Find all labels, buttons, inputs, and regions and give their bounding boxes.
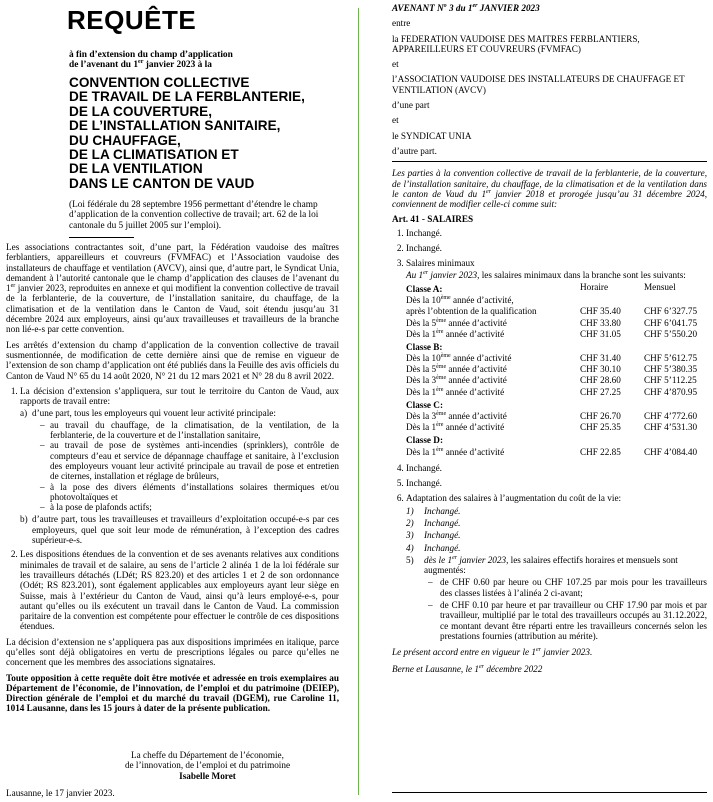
request-body: [6, 242, 339, 719]
table-cell: Dès la 3ème année d’activité: [406, 410, 507, 421]
list-item: 2. Les dispositions étendues de la convention et de ses avenants relatives aux conditions minimales de travail et de salaire, au sens de l’article 2 alinéa 1 de la loi fédérale sur les travailleurs détachés (LDét; RS 823.20) et des articles 1 et 2 de son ordonnance (Odét; RS 823.201), sont également applicables aux employeurs ayant leur siège en Suisse, mais à l’extérieur du Canton de Vaud, ainsi qu’à leurs employé-e-s, pour autant qu’elles ou ils exécutent un travail dans le Canton de Vaud. La commission paritaire de la convention est compétente pour effectuer le contrôle de ces dispositions étendues.: [20, 549, 339, 631]
left-column: [6, 6, 339, 798]
table-cell: CHF 26.70: [580, 411, 621, 421]
paragraph-italic-exclusion: La décision d’extension ne s’appliquera pas aux dispositions imprimées en italique, parce qu’elles sont déjà obligatoires en vertu de prescriptions légales ou parce qu’elles ne concernent que les membres des associations signataires.: [6, 636, 339, 668]
table-cell: Dès la 1ère année d’activité: [406, 422, 505, 433]
table-cell: CHF 5’112.25: [644, 375, 697, 386]
convention-title: CONVENTION COLLECTIVE DE TRAVAIL DE LA FERBLANTERIE, DE LA COUVERTURE, DE L’INSTALLATION SANITAIRE, DU CHAUFFAGE, DE LA CLIMATISATION ET DE LA VENTILATION DANS LE CANTON DE VAUD: [69, 75, 305, 191]
table-cell: CHF 5’550.20: [644, 328, 698, 339]
table-cell: CHF 5’612.75: [644, 353, 698, 364]
list-item: 1) Inchangé.: [406, 505, 461, 516]
table-cell: CHF 25.35: [580, 422, 621, 433]
table-row: [406, 295, 706, 306]
legal-basis-note: (Loi fédérale du 28 septembre 1956 permettant d’étendre le champ d’application de la convention collective de travail; art. 62 de la loi cantonale du 5 juillet 2005 sur l’emploi).: [69, 200, 319, 231]
table-cell: CHF 6’041.75: [644, 317, 698, 328]
list-item: – à la pose des divers éléments d’installations solaires thermiques et/ou photovoltaïques et: [40, 482, 339, 503]
class-label: Classe D:: [406, 435, 444, 446]
table-cell: CHF 22.85: [580, 446, 621, 457]
table-row: [406, 422, 706, 433]
table-cell: CHF 31.05: [580, 328, 621, 339]
article-title: Art. 41 - SALAIRES: [392, 214, 474, 225]
party-unia: le SYNDICAT UNIA: [392, 130, 472, 141]
list-item: a) d’une part, tous les employeurs qui vouent leur activité principale: – au travail du chauffage, de la climatisation, de la ventilation, de la ferblanterie, de la couverture et de l’installation sanitaire, – au travail de pose de systèmes anti-incendies (sprinklers), contrôle de compteurs d’eau et service de dépannage chauffage et sanitaire, à l’exclusion des employeurs vouant leur activité principale au travail de pose et entretien de citernes, installation et réglage de brûleurs, – à la pose des divers éléments d’installations solaires thermiques et/ou photovoltaïques et – à la pose de plafonds actifs;: [20, 408, 339, 512]
table-cell: CHF 4’084.40: [644, 446, 698, 457]
table-cell: Dès la 10ème année d’activité: [406, 353, 512, 364]
list-item: 1. Inchangé.: [406, 228, 707, 238]
salary-intro: Au 1er janvier 2023, les salaires minimaux dans la branche sont les suivants:: [406, 269, 686, 280]
amendment-title: AVENANT $N^o$ 3 du 1er JANVIER 2023: [392, 2, 540, 13]
list-item: 2. Inchangé.: [406, 243, 707, 253]
table-cell: Dès la 1ère année d’activité: [406, 328, 505, 339]
list-item: – de CHF 0.60 par heure ou CHF 107.25 par mois pour les travailleurs des classes listées à l’alinéa 2 ci-avant;: [428, 577, 707, 598]
table-cell: Dès la 1ère année d’activité: [406, 386, 505, 397]
table-cell: Dès la 5ème année d’activité: [406, 317, 507, 328]
table-cell: [580, 295, 644, 306]
table-row: [406, 411, 706, 422]
table-row: [406, 340, 706, 353]
table-row: [406, 447, 706, 458]
table-row: [406, 318, 706, 329]
table-cell: Dès la 3ème année d’activité: [406, 375, 507, 386]
table-cell: Dès la 1ère année d’activité: [406, 446, 505, 457]
list-item: – à la pose de plafonds actifs;: [40, 502, 339, 512]
table-cell: CHF 27.25: [580, 386, 621, 397]
preamble: Les parties à la convention collective de travail de la ferblanterie, de la couverture, de l’installation sanitaire, du chauffage, de la climatisation et de la ventilation dans le canton de Vaud du 1er janvier 2018 et prorogée jusqu’au 31 décembre 2024, conviennent de modifier celle-ci comme suit:: [392, 168, 707, 210]
column-header-horaire: Horaire: [580, 281, 609, 292]
table-cell: CHF 33.80: [580, 317, 621, 328]
signature-block: La cheffe du Département de l’économie, de l’innovation, de l’emploi et du patrimoine Isabelle Moret: [6, 750, 339, 781]
salary-table: [406, 282, 706, 458]
table-row: [406, 364, 706, 375]
table-cell: CHF 4’772.60: [644, 411, 698, 421]
list-item: – au travail de pose de systèmes anti-incendies (sprinklers), contrôle de compteurs d’eau et service de dépannage chauffage et sanitaire, à l’exclusion des employeurs vouant leur activité principale au travail de pose et entretien de citernes, installation et réglage de brûleurs,: [40, 440, 339, 481]
request-subtitle: à fin d’extension du champ d’application de l’avenant du 1er janvier 2023 à la: [69, 50, 233, 71]
divider: [392, 792, 707, 793]
table-cell: CHF 5’380.35: [644, 364, 698, 375]
table-cell: CHF 35.40: [580, 306, 621, 317]
divider: [69, 237, 134, 238]
table-cell: après l’obtention de la qualification: [406, 306, 537, 317]
party-fvmfac: la FEDERATION VAUDOISE DES MAITRES FERBLANTIERS, APPAREILLEURS ET COUVREURS (FVMFAC): [392, 33, 640, 54]
list-item: 4) Inchangé.: [406, 542, 461, 553]
table-row: [406, 282, 706, 295]
table-cell: Dès la 5ème année d’activité: [406, 364, 507, 375]
table-row: [406, 375, 706, 386]
list-item: 1. La décision d’extension s’appliquera, sur tout le territoire du Canton de Vaud, aux rapports de travail entre: a) d’une part, tous les employeurs qui vouent leur activité principale: – au travail du chauffage, de la climatisation, de la ventilation, de la ferblanterie, de la couverture et de l’installation sanitaire, – au travail de pose de systèmes anti-incendies (sprinklers), contrôle de compteurs d’eau et service de dépannage chauffage et sanitaire, à l’exclusion des employeurs vouant leur activité principale au travail de pose et entretien de citernes, installation et réglage de brûleurs, – à la pose des divers éléments d’installations solaires thermiques et/ou photovoltaïques et – à la pose de plafonds actifs; b) d’autre part, tous les travailleuses et travailleurs d’exploitation occupé-e-s par ces employeurs, quel que soit leur mode de rémunération, à l’exception des cadres supérieur-e-s.: [20, 386, 339, 545]
table-row: [406, 433, 706, 446]
article-list: [392, 228, 707, 641]
table-row: [406, 353, 706, 364]
list-item: 3. Salaires minimaux Au 1er janvier 2023, les salaires minimaux dans la branche sont les suivants: Classe A: Horaire Mensuel Dès la 10ème année d’activité, après l’obtention de la qualification CHF 35.40 CHF 6’327.75 Dès la 5ème année d’activité CHF 33.80 CHF 6’041.75 Dès la 1ère année d’activité CHF 31.05 CHF 5’550.20 Classe B: Dès la 10ème année d’activité CHF 31.40 CHF 5’612.75 Dès la 5ème année d’activité CHF 30.10 CHF 5’380.35 Dès la 3ème année d’activité CHF 28.60 CHF 5’112.25 Dès la 1ère année d’activité CHF 27.25 CHF 4’870.95 Classe C: Dès la 3ème année d’activité CHF 26.70 CHF 4’772.60 Dès la 1ère année d’activité CHF 25.35 CHF 4’531.30 Classe D: Dès la 1ère année d’activité CHF 22.85 CHF 4’084.40: [406, 258, 707, 457]
list-item: 2) Inchangé.: [406, 517, 461, 528]
place-and-date: Berne et Lausanne, le 1er décembre 2022: [392, 663, 543, 674]
table-cell: Dès la 10ème année d’activité,: [406, 295, 514, 306]
list-item: – de CHF 0.10 par heure et par travailleur ou CHF 17.90 par mois et par travailleur, multiplié par le total des travailleurs occupés au 31.12.2022, ce montant devant être réparti entre les travailleurs concernés selon les prestations fournies (attribution au mérite).: [428, 600, 707, 641]
list-item: 5) dès le 1er janvier 2023, les salaires effectifs horaires et mensuels sont augmentés: – de CHF 0.60 par heure ou CHF 107.25 par mois pour les travailleurs des classes listées à l’alinéa 2 ci-avant; – de CHF 0.10 par heure et par travailleur ou CHF 17.90 par mois et par travailleur, multiplié par le total des travailleurs occupés au 31.12.2022, ce montant devant être réparti entre les travailleurs concernés selon les prestations fournies (attribution au mérite).: [406, 555, 707, 641]
list-item: b) d’autre part, tous les travailleuses et travailleurs d’exploitation occupé-e-s par ces employeurs, quel que soit leur mode de rémunération, à l’exception des cadres supérieur-e-s.: [20, 514, 339, 546]
paragraph-previous-decrees: Les arrêtés d’extension du champ d’application de la convention collective de travail susmentionnée, de modification de cette dernière ainsi que de remise en vigueur de l’extension de son champ d’application ont été publiés dans la Feuille des avis officiels du Canton de Vaud N° 65 du 14 août 2020, N° 21 du 12 mars 2021 et N° 28 du 8 avril 2022.: [6, 339, 339, 381]
table-row: [406, 329, 706, 340]
list-item: 4. Inchangé.: [406, 463, 707, 473]
table-cell: CHF 30.10: [580, 364, 621, 375]
list-item: 6. Adaptation des salaires à l’augmentation du coût de la vie: 1) Inchangé. 2) Inchangé. 3) Inchangé. 4) Inchangé. 5) dès le 1er janvier 2023, les salaires effectifs horaires et mensuels sont augmentés: – de CHF 0.60 par heure ou CHF 107.25 par mois pour les travailleurs des classes listées à l’alinéa 2 ci-avant; – de CHF 0.10 par heure et par travailleur ou CHF 17.90 par mois et par travailleur, multiplié par le total des travailleurs occupés au 31.12.2022, ce montant devant être réparti entre les travailleurs concernés selon les prestations fournies (attribution au mérite).: [406, 493, 707, 641]
divider: [392, 161, 707, 162]
table-cell: CHF 28.60: [580, 375, 621, 386]
table-cell: CHF 4’870.95: [644, 386, 698, 397]
paragraph-opposition: Toute opposition à cette requête doit être motivée et adressée en trois exemplaires au Département de l’économie, de l’innovation, de l’emploi et du patrimoine (DEIEP), Direction générale de l’emploi et du marché du travail (DGEM), rue Caroline 11, 1014 Lausanne, dans les 15 jours à dater de la présente publication.: [6, 672, 339, 714]
list-item: 3) Inchangé.: [406, 530, 461, 541]
table-cell: [644, 295, 706, 306]
table-row: [406, 387, 706, 398]
table-cell: CHF 6’327.75: [644, 306, 698, 317]
right-column: AVENANT $N^o$ 3 du 1er JANVIER 2023 entre la FEDERATION VAUDOISE DES MAITRES FERBLANTIERS, APPAREILLEURS ET COUVREURS (FVMFAC) et l’ASSOCIATION VAUDOISE DES INSTALLATEURS DE CHAUFFAGE ET VENTILATION (AVCV) d’une part et le SYNDICAT UNIA d’autre part. Les parties à la convention collective de travail de la ferblanterie, de la couverture, de l’installation sanitaire, du chauffage, de la climatisation et de la ventilation dans le canton de Vaud du 1er janvier 2018 et prorogée jusqu’au 31 décembre 2024, conviennent de modifier celle-ci comme suit: Art. 41 - SALAIRES 1. Inchangé. 2. Inchangé. 3. Salaires minimaux Au 1er janvier 2023, les salaires minimaux dans la branche sont les suivants: Classe A: Horaire Mensuel Dès la 10ème année d’activité, après l’obtention de la qualification CHF 35.40 CHF 6’327.75 Dès la 5ème année d’activité CHF 33.80 CHF 6’041.75 Dès la 1ère année d’activité CHF 31.05 CHF 5’550.20 Classe B: Dès la 10ème année d’activité CHF 31.40 CHF 5’612.75 Dès la 5ème année d’activité CHF 30.10 CHF 5’380.35 Dès la 3ème année d’activité CHF 28.60 CHF 5’112.25 Dès la 1ère année d’activité CHF 27.25 CHF 4’870.95 Classe C: Dès la 3ème année d’activité CHF 26.70 CHF 4’772.60 Dès la 1ère année d’activité CHF 25.35 CHF 4’531.30 Classe D: Dès la 1ère année d’activité CHF 22.85 CHF 4’084.40 4. Inchangé. 5. Inchangé. 6. Adaptation des salaires à l’augmentation du coût de la vie: 1) Inchangé. 2) Inchangé. 3) Inchangé. 4) Inchangé. 5) dès le 1er janvier 2023, les salaires effectifs horaires et mensuels sont augmentés: – de CHF 0.60 par heure ou CHF 107.25 par mois pour les travailleurs des classes listées à l’alinéa 2 ci-avant; – de CHF 0.10 par heure et par travailleur ou CHF 17.90 par mois et par travailleur, multiplié par le total des travailleurs occupés au 31.12.2022, ce montant devant être réparti entre les travailleurs concernés selon les prestations fournies (attribution au mérite). Le présent accord entre en vigueur le 1er janvier 2023. Berne et Lausanne, le 1er décembre 2022: [392, 3, 707, 799]
paragraph-associations: Les associations contractantes soit, d’une part, la Fédération vaudoise des maîtres ferblantiers, appareilleurs et couvreurs (FVMFAC) et l’Association vaudoise des installateurs de chauffage et ventilation (AVCV), ainsi que, d’autre part, le Syndicat Unia, demandent à l’autorité cantonale que le champ d’application des clauses de l’avenant du 1er janvier 2023, reproduites en annexe et qui modifient la convention collective de travail de la ferblanterie, de la couverture, de l’installation sanitaire, du chauffage, de la climatisation et de la ventilation dans le Canton de Vaud, soit étendu jusqu’au 31 décembre 2024 aux employeurs, ainsi qu’aux travailleuses et travailleurs de la branche non lié-e-s par cette convention.: [6, 242, 339, 335]
class-label: Classe A:: [406, 283, 443, 294]
signatory-name: Isabelle Moret: [179, 770, 236, 781]
column-divider: [358, 8, 359, 795]
list-item: – au travail du chauffage, de la climatisation, de la ventilation, de la ferblanterie, de la couverture et de l’installation sanitaire,: [40, 420, 339, 441]
table-row: [406, 306, 706, 317]
page-title: REQUÊTE: [67, 5, 197, 35]
numbered-list: [6, 386, 339, 632]
party-avcv: l’ASSOCIATION VAUDOISE DES INSTALLATEURS DE CHAUFFAGE ET VENTILATION (AVCV): [392, 74, 685, 95]
class-label: Classe B:: [406, 341, 443, 352]
class-label: Classe C:: [406, 399, 444, 410]
table-cell: CHF 4’531.30: [644, 422, 698, 433]
table-row: [406, 398, 706, 411]
table-cell: CHF 31.40: [580, 353, 621, 364]
list-item: 5. Inchangé.: [406, 478, 707, 488]
entry-into-force: Le présent accord entre en vigueur le 1er janvier 2023.: [392, 647, 593, 658]
publication-date: Lausanne, le 17 janvier 2023.: [6, 788, 115, 798]
column-header-mensuel: Mensuel: [644, 281, 676, 292]
